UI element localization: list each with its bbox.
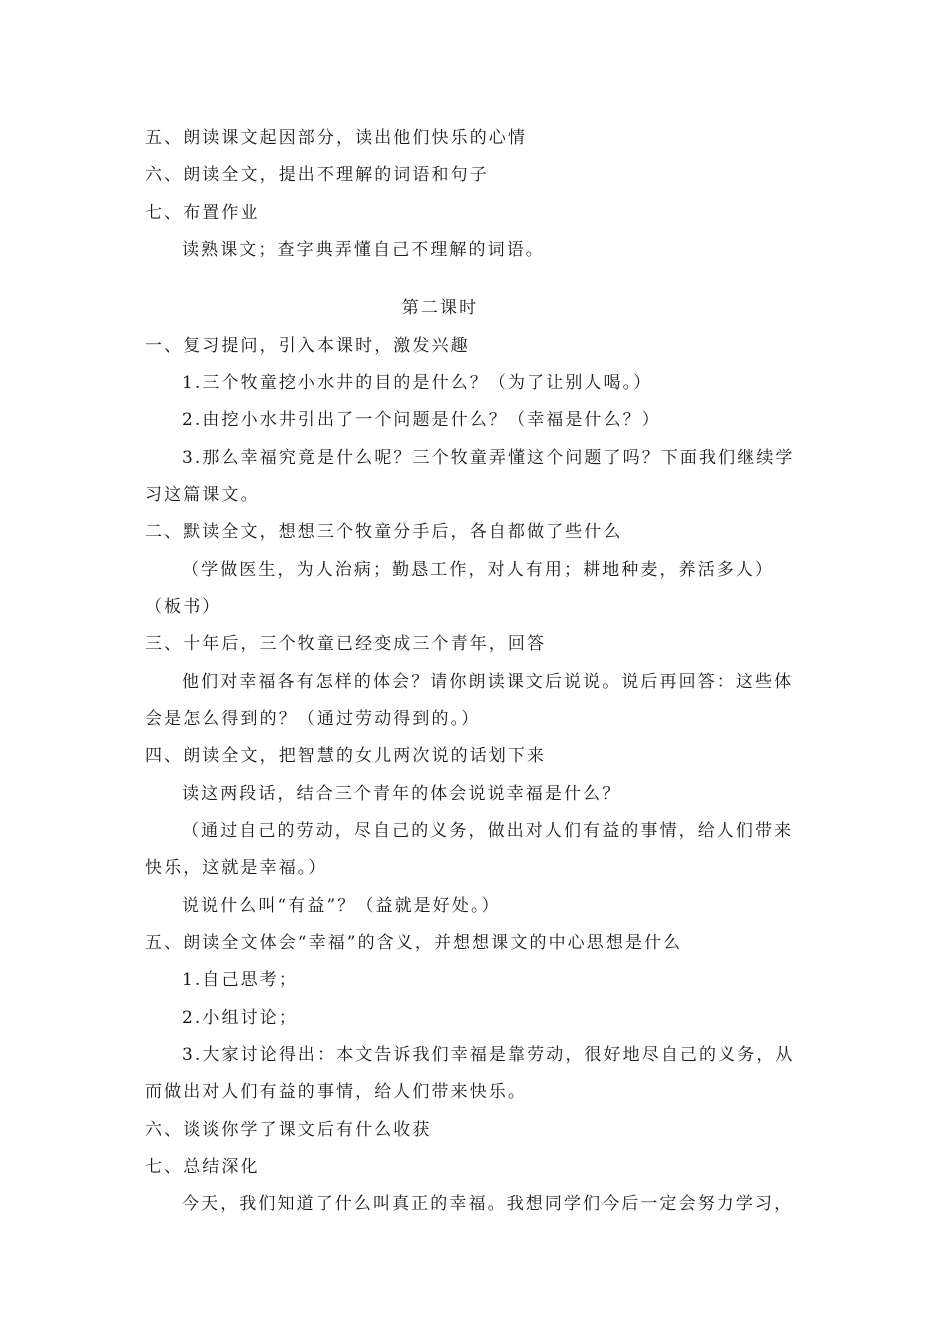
text-line: 1.三个牧童挖小水井的目的是什么？（为了让别人喝。）: [182, 373, 653, 393]
text-line: 读这两段话，结合三个青年的体会说说幸福是什么？: [182, 784, 622, 804]
text-line: 今天，我们知道了什么叫真正的幸福。我想同学们今后一定会努力学习，: [182, 1194, 794, 1214]
text-line: 而做出对人们有益的事情，给人们带来快乐。: [145, 1082, 527, 1102]
text-line: 快乐，这就是幸福。）: [145, 858, 328, 878]
text-line: 七、总结深化: [145, 1157, 260, 1177]
text-line: 2.小组讨论；: [182, 1008, 298, 1028]
text-line: 读熟课文；查字典弄懂自己不理解的词语。: [182, 240, 545, 260]
text-line: 一、复习提问，引入本课时，激发兴趣: [145, 336, 470, 356]
text-line: 五、朗读全文体会“幸福”的含义，并想想课文的中心思想是什么: [145, 933, 683, 953]
text-line: （学做医生，为人治病；勤恳工作，对人有用；耕地种麦，养活多人）: [182, 560, 775, 580]
text-line: 二、默读全文，想想三个牧童分手后，各自都做了些什么: [145, 522, 623, 542]
text-line: 他们对幸福各有怎样的体会？请你朗读课文后说说。说后再回答：这些体: [182, 672, 794, 692]
text-line: 六、谈谈你学了课文后有什么收获: [145, 1120, 432, 1140]
text-line: 三、十年后，三个牧童已经变成三个青年，回答: [145, 634, 547, 654]
text-line: 说说什么叫“有益”？（益就是好处。）: [182, 896, 501, 916]
text-line: （板书）: [145, 597, 222, 617]
text-line: 3.那么幸福究竟是什么呢？三个牧童弄懂这个问题了吗？下面我们继续学: [182, 448, 795, 468]
text-line: 会是怎么得到的？（通过劳动得到的。）: [145, 709, 481, 729]
text-line: 五、朗读课文起因部分，读出他们快乐的心情: [145, 128, 527, 148]
text-line: 六、朗读全文，提出不理解的词语和句子: [145, 165, 489, 185]
section-title: 第二课时: [401, 298, 479, 318]
text-line: 七、布置作业: [145, 203, 260, 223]
text-line: 2.由挖小水井引出了一个问题是什么？（幸福是什么？）: [182, 410, 661, 430]
text-line: 1.自己思考；: [182, 970, 298, 990]
text-line: 四、朗读全文，把智慧的女儿两次说的话划下来: [145, 746, 547, 766]
text-line: 习这篇课文。: [145, 485, 260, 505]
text-line: （通过自己的劳动，尽自己的义务，做出对人们有益的事情，给人们带来: [182, 821, 794, 841]
text-line: 3.大家讨论得出：本文告诉我们幸福是靠劳动，很好地尽自己的义务，从: [182, 1045, 795, 1065]
